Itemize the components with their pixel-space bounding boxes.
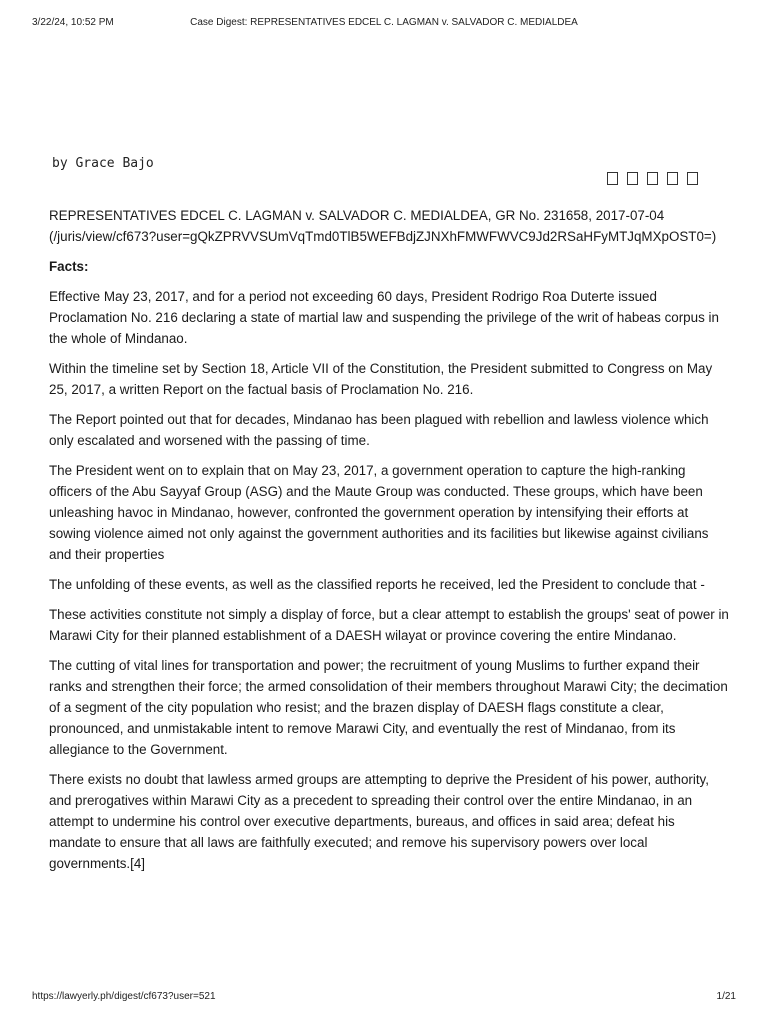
share-icons <box>607 172 698 185</box>
case-reference <box>49 205 729 247</box>
print-title: Case Digest: REPRESENTATIVES EDCEL C. LAGMAN v. SALVADOR C. MEDIALDEA <box>190 17 578 28</box>
page-number: 1/21 <box>716 991 736 1002</box>
paragraph: The cutting of vital lines for transportation and power; the recruitment of young Muslims to further expand their ranks and strengthen their force; the armed consolidation of their members throughout Marawi City; the decimation of a segment of the city population who resist; and the brazen display of DAESH flags constitute a clear, pronounced, and unmistakable intent to remove Marawi City, and eventually the rest of Mindanao, from its allegiance to the Government. <box>49 658 728 757</box>
facts-heading: Facts: <box>49 259 89 274</box>
print-header <box>32 17 736 31</box>
paragraph: The Report pointed out that for decades, Mindanao has been plagued with rebellion and lawless violence which only escalated and worsened with the passing of time. <box>49 412 709 448</box>
paragraph: Within the timeline set by Section 18, Article VII of the Constitution, the President submitted to Congress on May 25, 2017, a written Report on the factual basis of Proclamation No. 216. <box>49 361 713 397</box>
share-icon[interactable] <box>687 172 698 185</box>
paragraph: There exists no doubt that lawless armed groups are attempting to deprive the President of his power, authority, and prerogatives within Marawi City as a precedent to spreading their control over the entire Mindanao, in an attempt to undermine his control over executive departments, bureaus, and offices in said area; defeat his mandate to ensure that all laws are faithfully executed; and remove his supervisory powers over local governments.[4] <box>49 772 709 871</box>
footer-url: https://lawyerly.ph/digest/cf673?user=521 <box>32 991 216 1002</box>
paragraph: The unfolding of these events, as well as the classified reports he received, led the President to conclude that - <box>49 577 705 592</box>
case-title: REPRESENTATIVES EDCEL C. LAGMAN v. SALVADOR C. MEDIALDEA, GR No. 231658, 2017-07-04 <box>49 208 665 223</box>
share-icon[interactable] <box>627 172 638 185</box>
print-footer <box>32 991 736 1005</box>
paragraph: Effective May 23, 2017, and for a period not exceeding 60 days, President Rodrigo Roa Duterte issued Proclamation No. 216 declaring a state of martial law and suspending the privilege of the writ of habeas corpus in the whole of Mindanao. <box>49 289 719 346</box>
paragraph: These activities constitute not simply a display of force, but a clear attempt to establish the groups' seat of power in Marawi City for their planned establishment of a DAESH wilayat or province covering the entire Mindanao. <box>49 607 729 643</box>
share-icon[interactable] <box>607 172 618 185</box>
case-link[interactable]: (/juris/view/cf673?user=gQkZPRVVSUmVqTmd0TlB5WEFBdjZJNXhFMWFWVC9Jd2RSaHFyMTJqMXpOST0=) <box>49 229 717 244</box>
share-icon[interactable] <box>647 172 658 185</box>
author-byline: by Grace Bajo <box>52 156 154 171</box>
print-date: 3/22/24, 10:52 PM <box>32 17 114 28</box>
digest-content <box>49 205 729 883</box>
share-icon[interactable] <box>667 172 678 185</box>
paragraph: The President went on to explain that on May 23, 2017, a government operation to capture the high-ranking officers of the Abu Sayyaf Group (ASG) and the Maute Group was conducted. These groups, which have been unleashing havoc in Mindanao, however, confronted the government operation by intensifying their efforts at sowing violence aimed not only against the government authorities and its facilities but likewise against civilians and their properties <box>49 463 709 562</box>
